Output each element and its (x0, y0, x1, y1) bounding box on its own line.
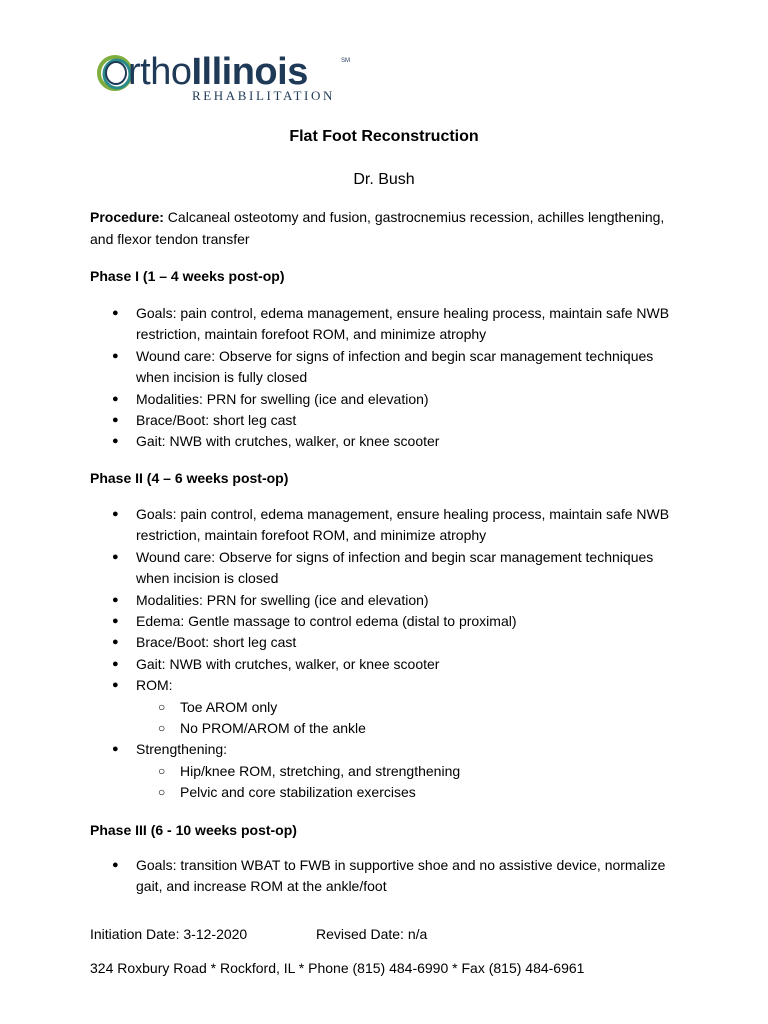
list-item: ● Edema: Gentle massage to control edema (distal to proximal) (90, 611, 690, 632)
rom-sublist (136, 697, 690, 740)
sublist-item: ○ Hip/knee ROM, stretching, and strengthening (136, 761, 690, 782)
list-item: ● Modalities: PRN for swelling (ice and elevation) (90, 389, 690, 410)
sublist-item: ○ Toe AROM only (136, 697, 690, 718)
list-item: ● Goals: transition WBAT to FWB in supportive shoe and no assistive device, normalize gait, and increase ROM at the ankle/foot (90, 855, 690, 898)
phase-1-list (90, 303, 690, 453)
footer-address: 324 Roxbury Road * Rockford, IL * Phone (815) 484-6990 * Fax (815) 484-6961 (90, 960, 585, 976)
logo-service-mark: SM (341, 58, 350, 64)
list-item: ● Gait: NWB with crutches, walker, or knee scooter (90, 431, 690, 452)
phase-1-heading: Phase I (1 – 4 weeks post-op) (90, 268, 285, 284)
initiation-date: Initiation Date: 3-12-2020 (90, 926, 248, 942)
footer-dates (90, 926, 428, 942)
list-item-rom (90, 675, 690, 739)
doctor-name: Dr. Bush (353, 171, 415, 188)
list-item: ● Modalities: PRN for swelling (ice and elevation) (90, 590, 690, 611)
procedure-label: Procedure: (90, 209, 164, 225)
rom-label: ROM: (136, 677, 173, 694)
sublist-item: ○ No PROM/AROM of the ankle (136, 718, 690, 739)
logo-subtitle: REHABILITATION (192, 88, 335, 103)
list-item: ● Wound care: Observe for signs of infection and begin scar management techniques when incision is fully closed (90, 346, 690, 389)
sublist-item: ○ Pelvic and core stabilization exercises (136, 782, 690, 803)
document-title: Flat Foot Reconstruction (289, 128, 479, 145)
list-item: ● Brace/Boot: short leg cast (90, 410, 690, 431)
list-item: ● Wound care: Observe for signs of infection and begin scar management techniques when incision is closed (90, 547, 690, 590)
orthoillinois-logo (96, 46, 366, 110)
phase-3-list (90, 855, 690, 898)
procedure-paragraph (90, 207, 690, 250)
phase-2-heading: Phase II (4 – 6 weeks post-op) (90, 470, 289, 486)
list-item: ● Gait: NWB with crutches, walker, or knee scooter (90, 654, 690, 675)
list-item: ● Goals: pain control, edema management, ensure healing process, maintain safe NWB restriction, maintain forefoot ROM, and minimize atrophy (90, 303, 690, 346)
strengthening-sublist (136, 761, 690, 804)
procedure-text: Calcaneal osteotomy and fusion, gastrocnemius recession, achilles lengthening, and flexor tendon transfer (90, 209, 665, 247)
logo-word-b: Illinois (191, 51, 308, 93)
phase-2-list (90, 504, 690, 804)
phase-3-heading: Phase III (6 - 10 weeks post-op) (90, 822, 297, 838)
logo-word-a: rtho (128, 51, 192, 93)
revised-date: Revised Date: n/a (316, 926, 428, 942)
strengthening-label: Strengthening: (136, 741, 228, 758)
list-item-strengthening (90, 739, 690, 803)
list-item: ● Brace/Boot: short leg cast (90, 632, 690, 653)
list-item: ● Goals: pain control, edema management, ensure healing process, maintain safe NWB restriction, maintain forefoot ROM, and minimize atrophy (90, 504, 690, 547)
